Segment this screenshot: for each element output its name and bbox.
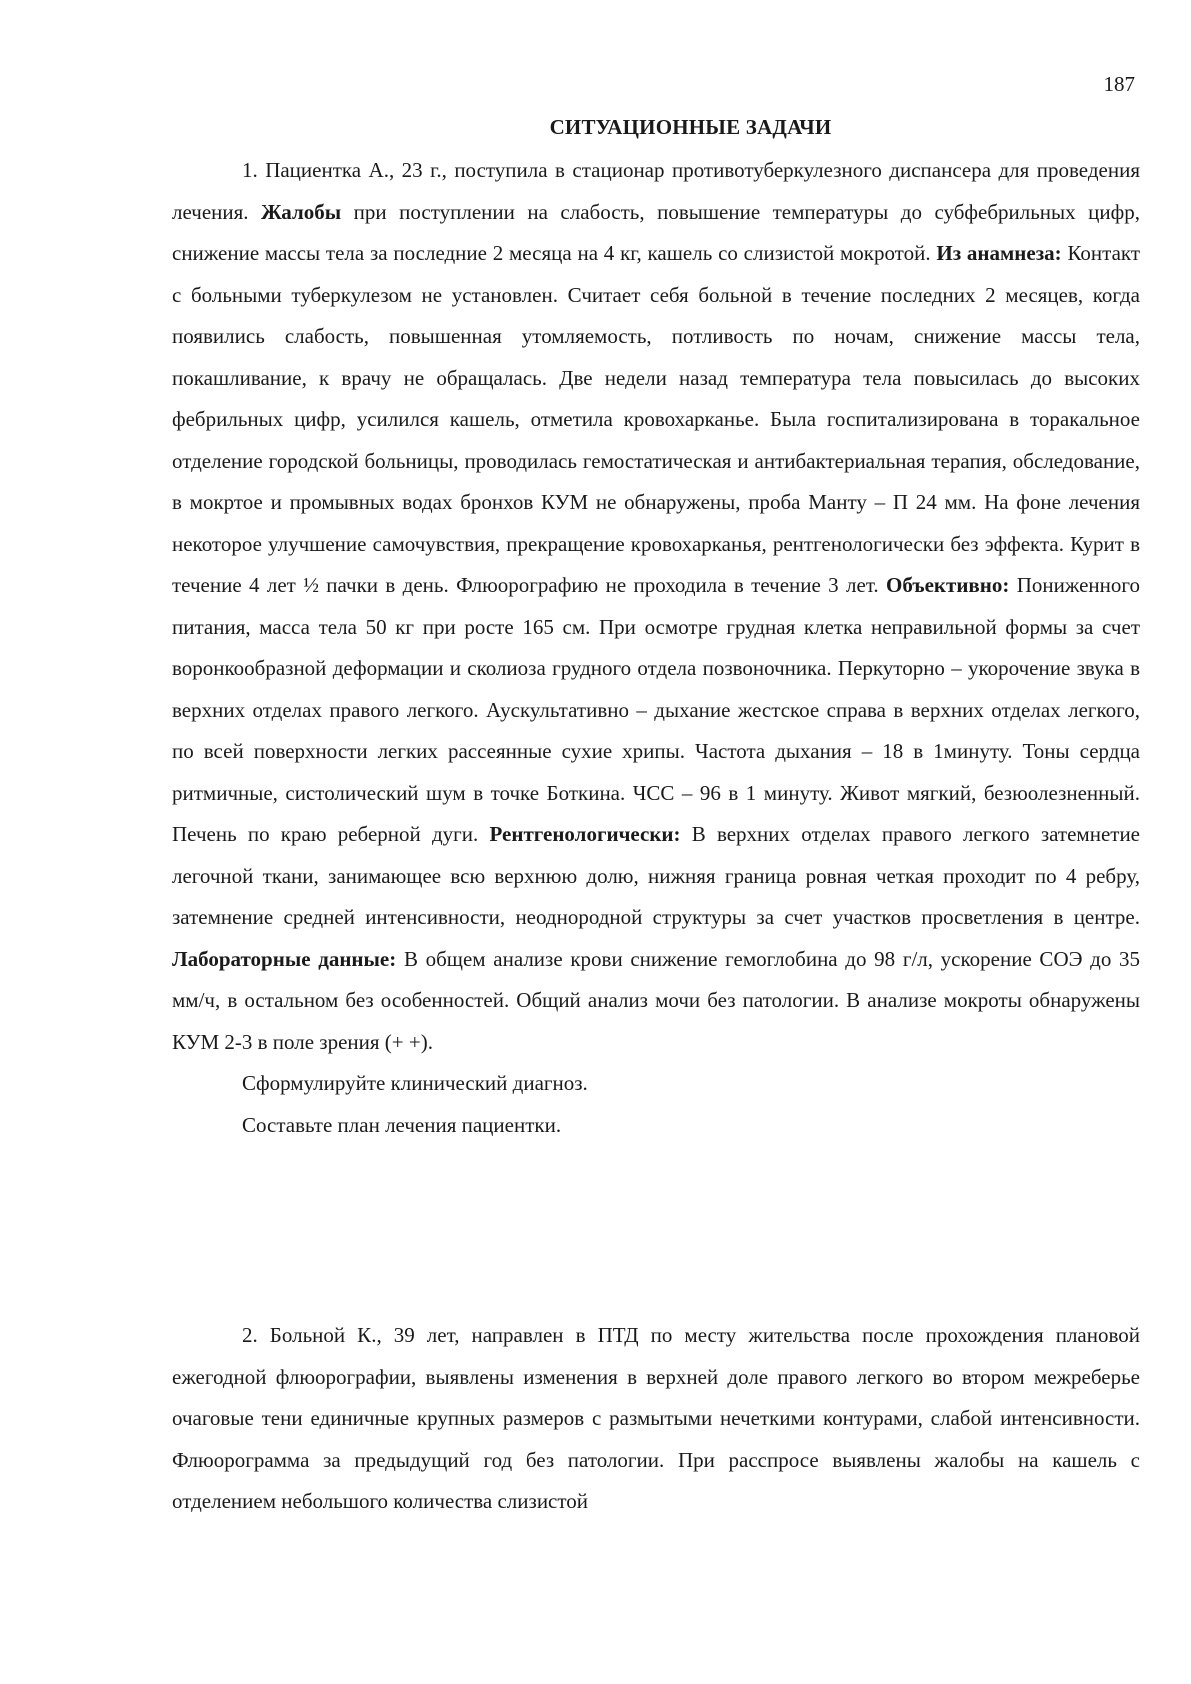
xray-label: Рентгенологически: [489,822,681,846]
task-1 [172,150,1140,1146]
objective-text: Пониженного питания, масса тела 50 кг при росте 165 см. При осмотре грудная клетка неправильной формы за счет воронкообразной деформации и сколиоза грудного отдела позвоночника. Перкуторно – укорочение звука в верхних отделах правого легкого. Аускультативно – дыхание жестское справа в верхних отделах легкого, по всей поверхности легких рассеянные сухие хрипы. Частота дыхания – 18 в 1минуту. Тоны сердца ритмичные, систолический шум в точке Боткина. ЧСС – 96 в 1 минуту. Живот мягкий, безюолезненный. Печень по краю реберной дуги. [172,573,1140,846]
complaints-text: при поступлении на слабость, повышение температуры до субфебрильных цифр, снижение массы тела за последние 2 месяца на 4 кг, кашель со слизистой мокротой. [172,199,1140,265]
page-title: СИТУАЦИОННЫЕ ЗАДАЧИ [549,115,832,139]
xray-text: В верхних отделах правого легкого затемнетие легочной ткани, занимающее всю верхнюю долю, нижняя граница ровная четкая проходит по 4 ребру, затемнение средней интенсивности, неоднородной структуры за счет участков просветления в центре. [172,822,1141,929]
complaints-label: Жалобы [261,199,342,224]
task-1-intro: 1. Пациентка А., 23 г., поступила в стационар противотуберкулезного диспансера для проведения лечения. [172,158,1140,224]
anamnesis-label: Из анамнеза: [936,241,1062,265]
task-1-question-treatment: Составьте план лечения пациентки. [242,1112,562,1137]
page-number: 187 [1103,72,1135,96]
task-1-question-diagnosis: Сформулируйте клинический диагноз. [242,1071,588,1095]
task-1-case-description [172,150,1140,1063]
anamnesis-text: Контакт с больными туберкулезом не установлен. Считает себя больной в течение последних 2 месяцев, когда появились слабость, повышенная утомляемость, потливость по ночам, снижение массы тела, покашливание, к врачу не обращалась. Две недели назад температура тела повысилась до высоких фебрильных цифр, усилился кашель, отметила кровохарканье. Была госпитализирована в торакальное отделение городской больницы, проводилась гемостатическая и антибактериальная терапия, обследование, в мокртое и промывных водах бронхов КУМ не обнаружены, проба Манту – П 24 мм. На фоне лечения некоторое улучшение самочувствия, прекращение кровохарканья, рентгенологически без эффекта. Курит в течение 4 лет ½ пачки в день. Флюорографию не проходила в течение 3 лет. [172,241,1141,597]
task-2-case-description: 2. Больной К., 39 лет, направлен в ПТД по месту жительства после прохождения плановой ежегодной флюорографии, выявлены изменения в верхней доле правого легкого во втором межреберье очаговые тени единичные крупных размеров с размытыми нечеткими контурами, слабой интенсивности. Флюорограмма за предыдущий год без патологии. При расспросе выявлены жалобы на кашель с отделением небольшого количества слизистой [172,1323,1140,1513]
lab-label: Лабораторные данные: [172,946,397,971]
objective-label: Объективно: [886,573,1010,597]
task-2 [172,1315,1140,1523]
lab-text: В общем анализе крови снижение гемоглобина до 98 г/л, ускорение СОЭ до 35 мм/ч, в остальном без особенностей. Общий анализ мочи без патологии. В анализе мокроты обнаружены КУМ 2-3 в поле зрения (+ +). [172,946,1140,1054]
